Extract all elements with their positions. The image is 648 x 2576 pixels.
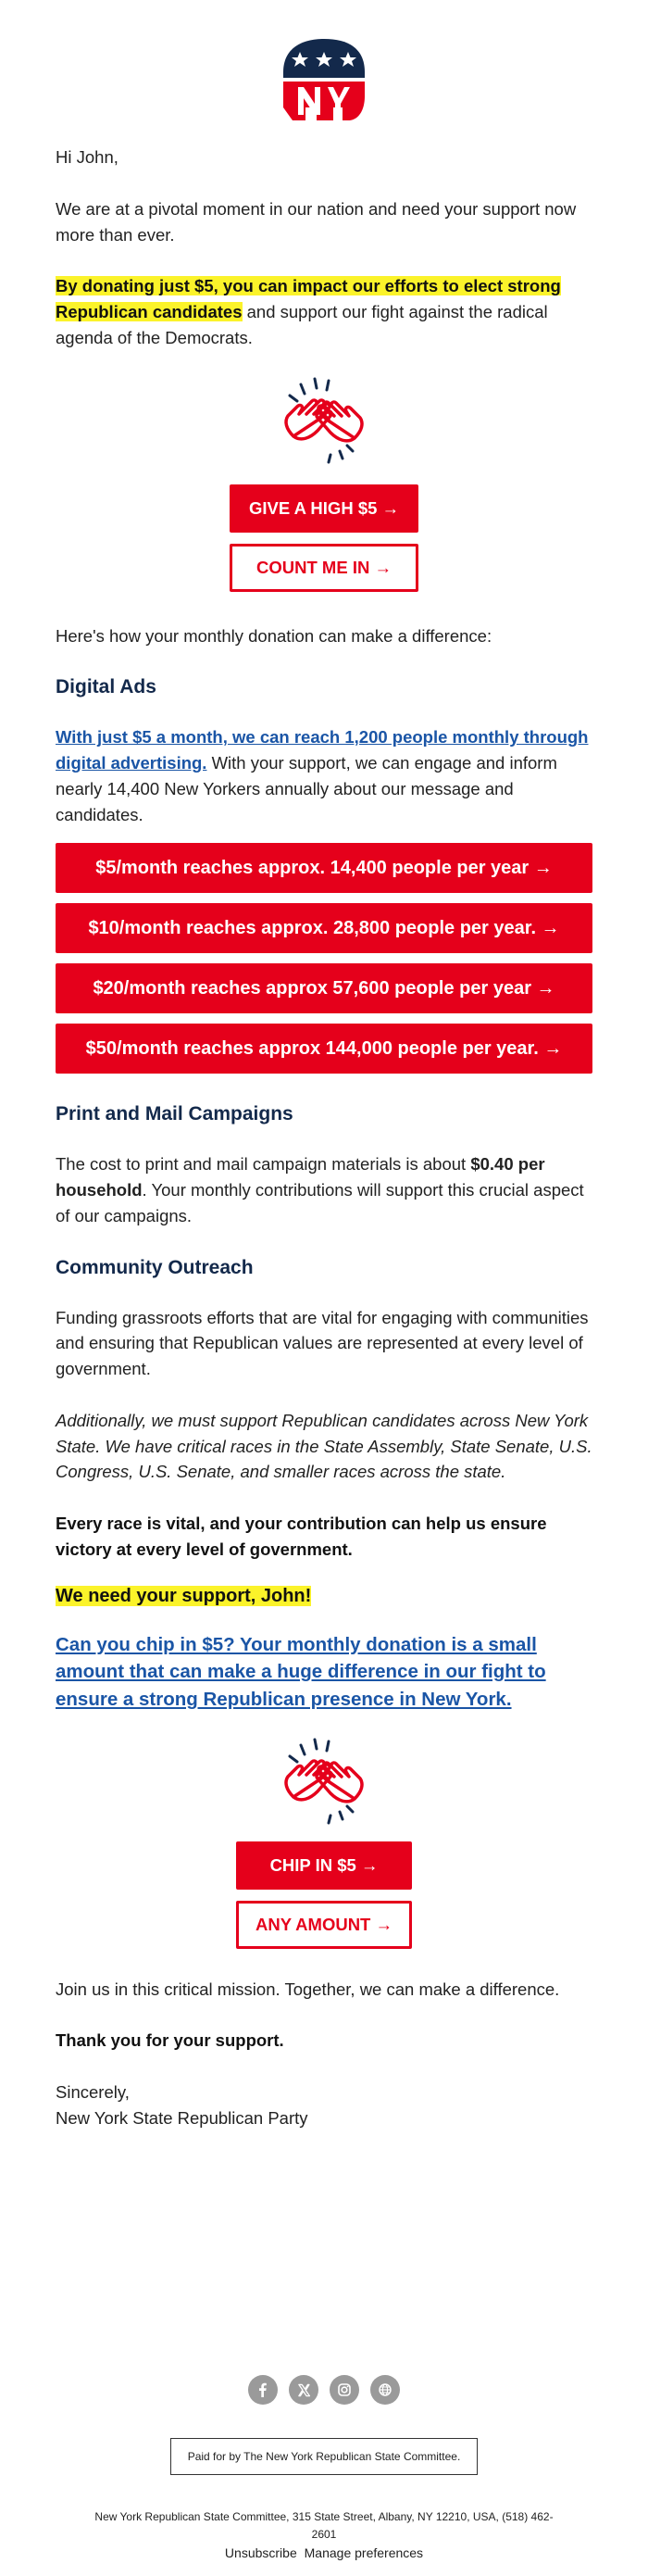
print-post: . Your monthly contributions will support this crucial aspect of our campaigns.: [56, 1180, 584, 1225]
high-five-icon: [273, 1736, 375, 1828]
reach-20-button[interactable]: $20/month reaches approx 57,600 people per year →: [56, 963, 592, 1013]
digital-ads-link[interactable]: With just $5 a month, we can reach 1,200 people monthly through digital advertising.: [56, 727, 589, 773]
chip-in-link[interactable]: Can you chip in $5? Your monthly donation is a small amount that can make a huge difference in our fight to ensure a strong Republican presence in New York.: [56, 1633, 546, 1710]
monthly-intro: Here's how your monthly donation can make a difference:: [56, 625, 492, 646]
print-cost: $0.40 per household: [56, 1154, 545, 1200]
social-links: [0, 2375, 648, 2405]
community-paragraph: Funding grassroots efforts that are vital for engaging with communities and ensuring that Republican values are represented at every level of government.: [56, 1307, 589, 1378]
facebook-icon[interactable]: [248, 2375, 278, 2405]
signoff: [56, 2080, 592, 2131]
email-body: [0, 35, 648, 2131]
manage-preferences-link[interactable]: Manage preferences: [304, 2545, 424, 2561]
signoff-text: Sincerely,: [56, 2082, 130, 2103]
footer: [0, 2375, 648, 2560]
website-icon[interactable]: [370, 2375, 400, 2405]
intro-paragraph: We are at a pivotal moment in our nation and need your support now more than ever.: [56, 198, 577, 245]
community-outreach-heading: Community Outreach: [56, 1256, 254, 1278]
chip-paragraph: [56, 1631, 592, 1714]
print-pre: The cost to print and mail campaign materials is about: [56, 1154, 471, 1175]
greeting: Hi John,: [56, 147, 118, 167]
any-amount-button[interactable]: ANY AMOUNT →: [236, 1901, 412, 1949]
high-five-icon: [273, 375, 375, 468]
italic-paragraph: Additionally, we must support Republican candidates across New York State. We have critical races in the State Assembly, State Senate, U.S. Congress, U.S. Senate, and smaller races across the state.: [56, 1410, 592, 1482]
print-mail-heading: Print and Mail Campaigns: [56, 1103, 293, 1125]
bold-paragraph: Every race is vital, and your contribution can help us ensure victory at every level of government.: [56, 1514, 547, 1559]
digital-ads-rest: With your support, we can engage and inform nearly 14,400 New Yorkers annually about our message and candidates.: [56, 753, 557, 824]
digital-ads-heading: Digital Ads: [56, 676, 156, 698]
footer-address: [0, 2508, 648, 2544]
paid-for-disclaimer: Paid for by The New York Republican State Committee.: [170, 2438, 478, 2475]
digital-ads-paragraph: [56, 724, 592, 827]
donate-rest: and support our fight against the radical agenda of the Democrats.: [56, 302, 548, 347]
signature: New York State Republican Party: [56, 2107, 308, 2128]
print-mail-paragraph: [56, 1151, 592, 1228]
donate-highlight: By donating just $5, you can impact our efforts to elect strong Republican candidates: [56, 276, 561, 321]
reach-10-button[interactable]: $10/month reaches approx. 28,800 people per year. →: [56, 903, 592, 953]
footer-links: [0, 2545, 648, 2560]
reach-buttons: [56, 843, 592, 1074]
count-me-in-button[interactable]: COUNT ME IN →: [230, 544, 418, 592]
thanks-line: Thank you for your support.: [56, 2030, 284, 2051]
x-icon[interactable]: [289, 2375, 318, 2405]
unsubscribe-link[interactable]: Unsubscribe: [224, 2545, 297, 2561]
address-line-1: New York Republican State Committee, 315 State Street, Albany, NY 12210, USA, (518) 462-: [94, 2510, 554, 2523]
join-paragraph: Join us in this critical mission. Together, we can make a difference.: [56, 1979, 560, 1999]
donate-paragraph: [56, 273, 592, 350]
instagram-icon[interactable]: [330, 2375, 359, 2405]
need-support-line: [56, 1583, 592, 1609]
reach-5-button[interactable]: $5/month reaches approx. 14,400 people per year →: [56, 843, 592, 893]
address-line-2: 2601: [311, 2528, 337, 2542]
give-high-five-button[interactable]: GIVE A HIGH $5 →: [230, 484, 418, 533]
gop-elephant-logo: [274, 35, 374, 124]
chip-in-button[interactable]: CHIP IN $5 →: [236, 1841, 412, 1890]
reach-50-button[interactable]: $50/month reaches approx 144,000 people per year. →: [56, 1024, 592, 1074]
need-support-highlight: We need your support, John!: [56, 1585, 312, 1606]
